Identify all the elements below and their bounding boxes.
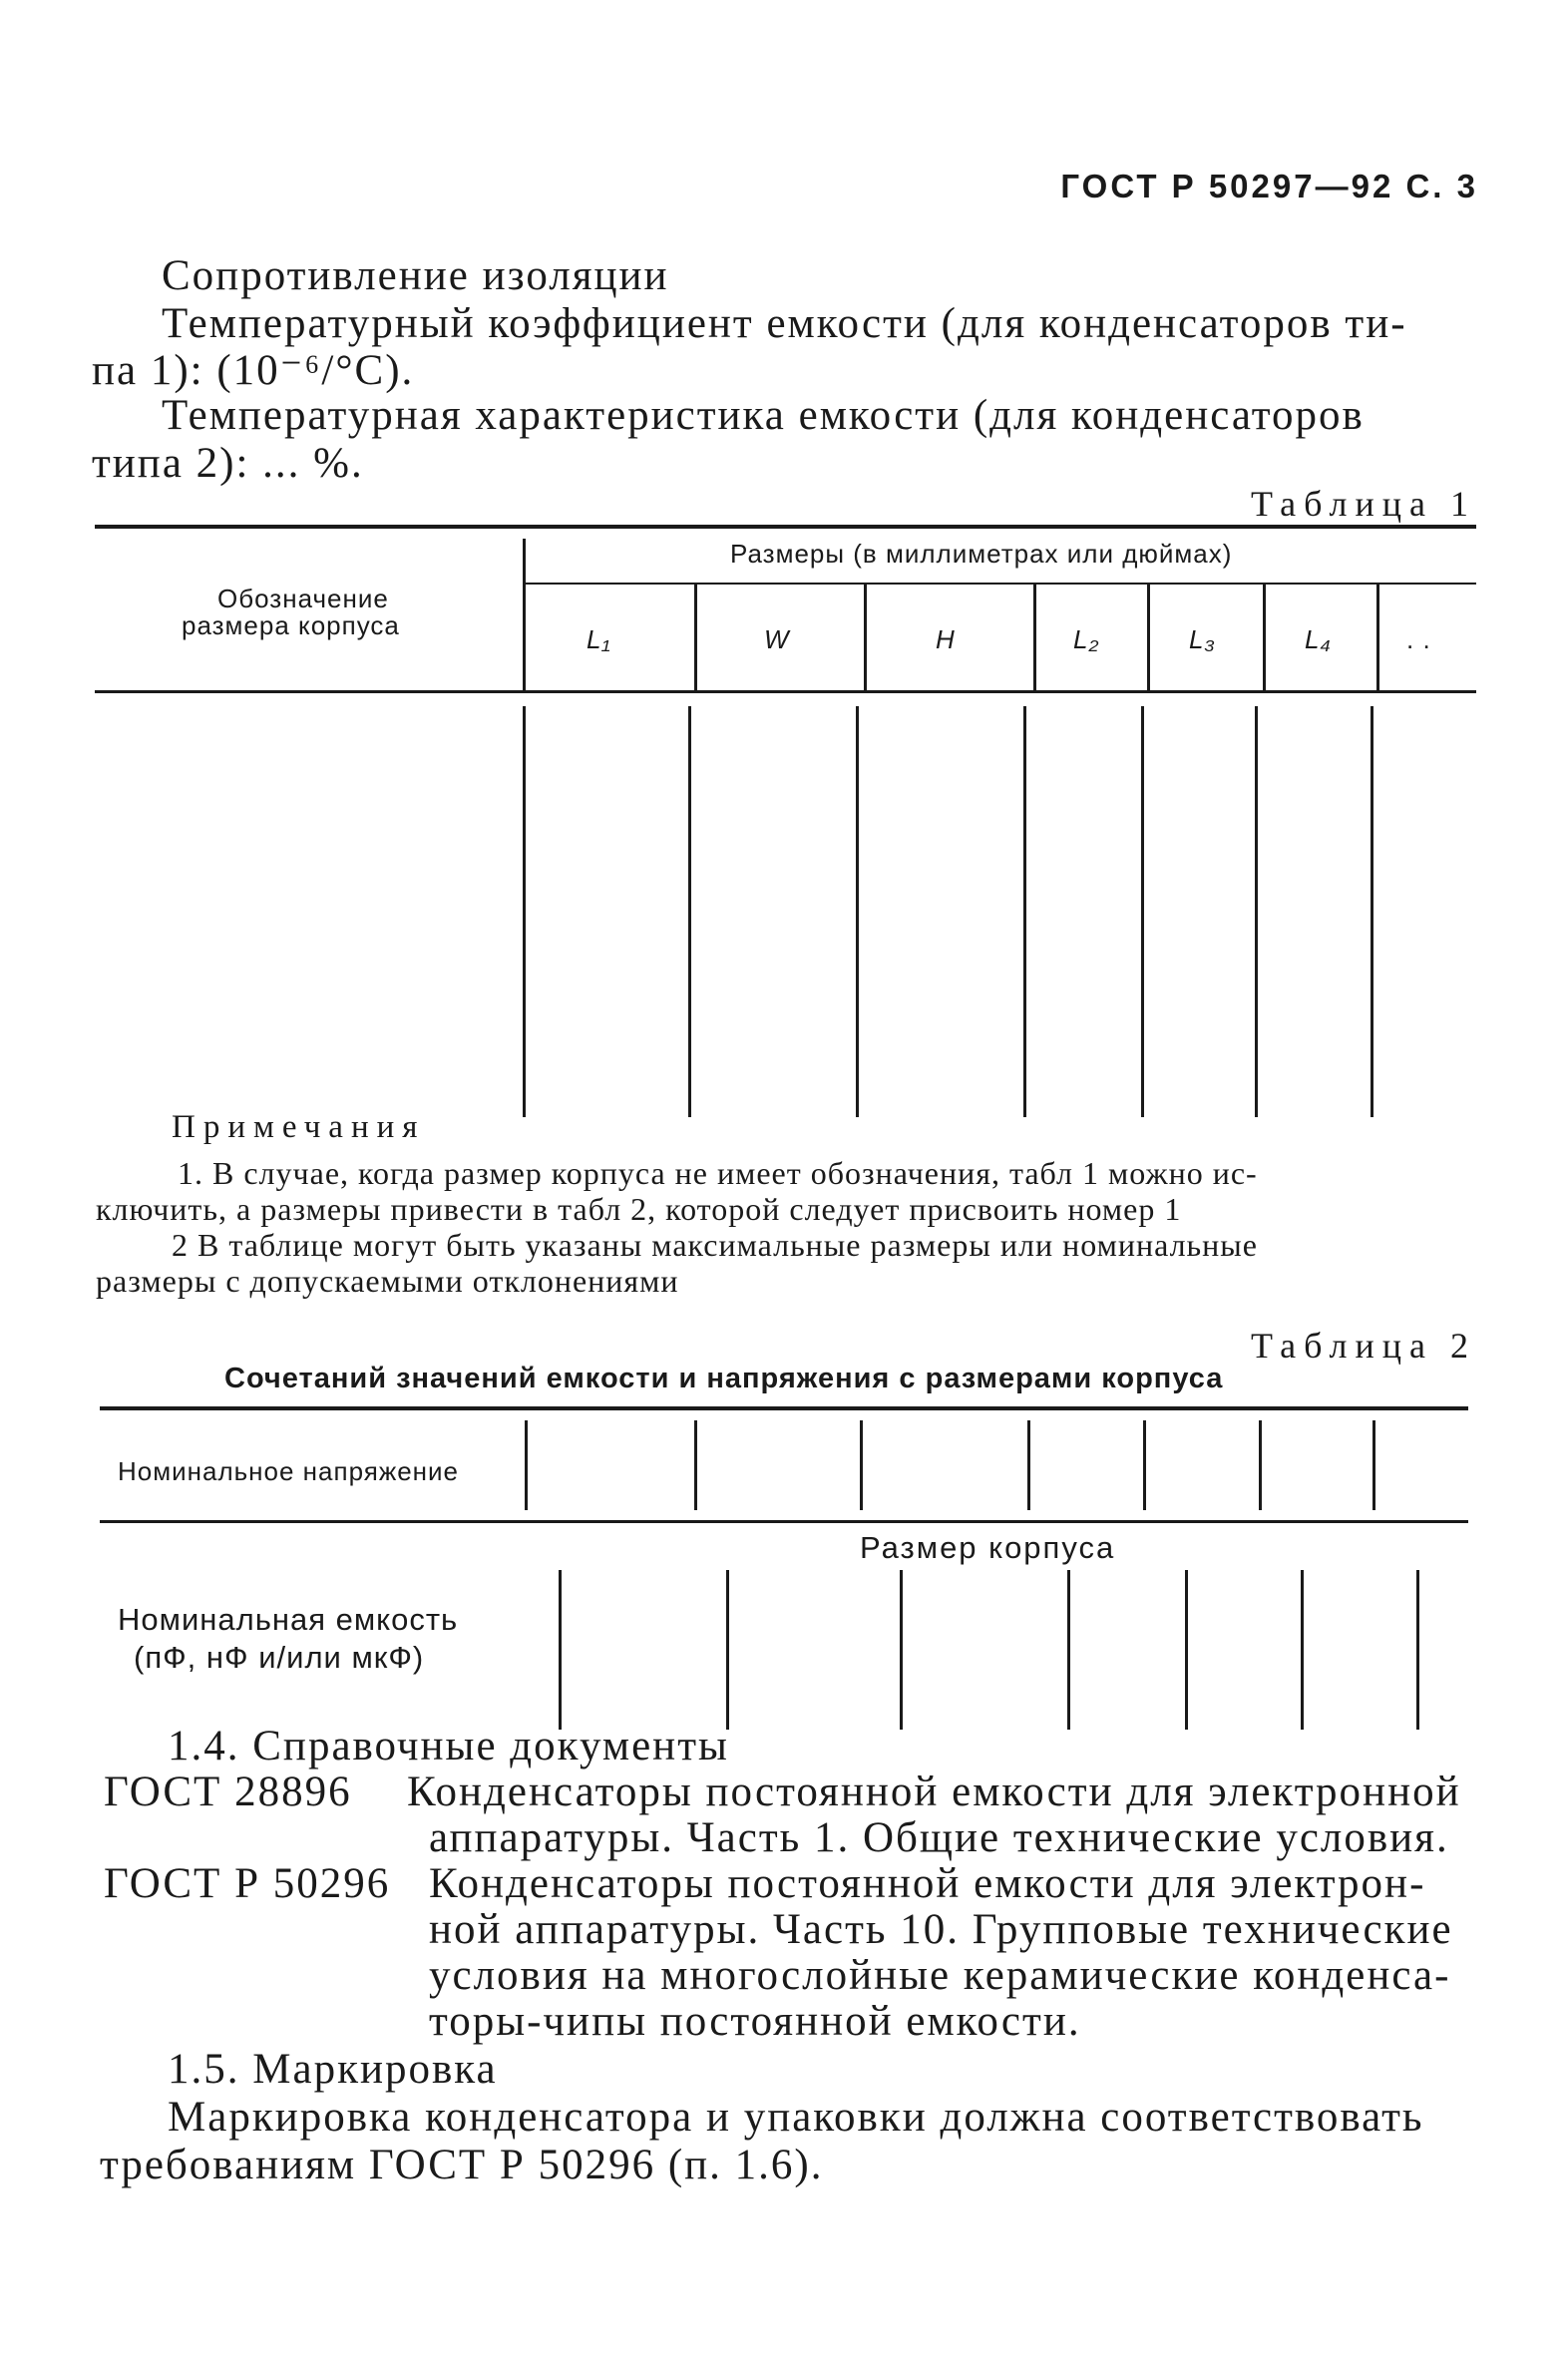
table2-top-rule xyxy=(100,1406,1468,1410)
table1-group-rule xyxy=(525,583,1476,585)
table2-capacitance-label-2: (пФ, нФ и/или мкФ) xyxy=(134,1640,425,1675)
note-2-line-1: 2 В таблице могут быть указаны максимальные размеры или номинальные xyxy=(172,1227,1258,1263)
table1-body-divider xyxy=(1371,706,1373,1117)
marking-line-1: Маркировка конденсатора и упаковки должна соответствовать xyxy=(168,2094,1424,2141)
table2-capacitance-label-1: Номинальная емкость xyxy=(118,1602,459,1637)
table1-row-header-1: Обозначение xyxy=(217,584,389,613)
table1-header-divider xyxy=(1147,585,1150,690)
table2-size-divider xyxy=(1067,1570,1070,1730)
table2-title: Сочетаний значений емкости и напряжения с размерами корпуса xyxy=(224,1363,1224,1394)
table2-voltage-divider xyxy=(694,1420,697,1510)
table2-size-divider xyxy=(726,1570,729,1730)
table1-body-divider xyxy=(1141,706,1144,1117)
table2-size-divider xyxy=(1301,1570,1304,1730)
table1-body-divider xyxy=(523,706,526,1117)
table2-mid-rule xyxy=(100,1520,1468,1523)
table2-size-label: Размер корпуса xyxy=(860,1530,1116,1565)
table1-body-divider xyxy=(1255,706,1258,1117)
table1-row-header-2: размера корпуса xyxy=(182,610,400,640)
temp-coefficient-line-2: па 1): (10⁻⁶/°С). xyxy=(92,347,415,394)
notes-title: Примечания xyxy=(172,1109,426,1145)
table1-col-l4: L₄ xyxy=(1305,624,1332,654)
table2-voltage-divider xyxy=(1259,1420,1262,1510)
temp-characteristic-line-2: типа 2): ... %. xyxy=(92,440,364,487)
note-1-line-1: 1. В случае, когда размер корпуса не имеет обозначения, табл 1 можно ис- xyxy=(178,1155,1258,1191)
table2-caption: Таблица 2 xyxy=(1251,1326,1476,1366)
table2-size-divider xyxy=(900,1570,903,1730)
ref-2-line-2: ной аппаратуры. Часть 10. Групповые технические xyxy=(429,1906,1453,1953)
ref-1-line-1: Конденсаторы постоянной емкости для электронной xyxy=(407,1768,1461,1815)
table2-voltage-divider xyxy=(1027,1420,1030,1510)
note-2-line-2: размеры с допускаемыми отклонениями xyxy=(96,1263,679,1299)
table2-voltage-divider xyxy=(1372,1420,1375,1510)
table1-header-rule xyxy=(95,690,1476,693)
table2-voltage-divider xyxy=(860,1420,863,1510)
ref-2-line-1: Конденсаторы постоянной емкости для электрон- xyxy=(429,1860,1426,1907)
temp-coefficient-line-1: Температурный коэффициент емкости (для конденсаторов ти- xyxy=(162,300,1407,347)
table1-header-divider xyxy=(1376,585,1379,690)
ref-1-code: ГОСТ 28896 xyxy=(104,1768,352,1815)
table1-body-divider xyxy=(688,706,691,1117)
table2-voltage-divider xyxy=(525,1420,528,1510)
table1-header-divider xyxy=(523,539,526,690)
table1-col-l3: L₃ xyxy=(1189,624,1216,654)
table1-col-more: . . xyxy=(1406,624,1431,654)
note-1-line-2: ключить, а размеры привести в табл 2, которой следует присвоить номер 1 xyxy=(96,1191,1182,1227)
table1-group-header: Размеры (в миллиметрах или дюймах) xyxy=(730,539,1233,569)
table2-size-divider xyxy=(559,1570,562,1730)
temp-characteristic-line-1: Температурная характеристика емкости (для конденсаторов xyxy=(162,392,1365,439)
table1-col-l1: L₁ xyxy=(587,624,611,654)
table1-header-divider xyxy=(864,585,867,690)
table1-body-divider xyxy=(856,706,859,1117)
table2-voltage-label: Номинальное напряжение xyxy=(118,1456,460,1486)
insulation-resistance-line: Сопротивление изоляции xyxy=(162,252,669,299)
document-header: ГОСТ Р 50297—92 С. 3 xyxy=(1060,168,1478,204)
table1-caption: Таблица 1 xyxy=(1251,484,1476,524)
section-1-5-heading: 1.5. Маркировка xyxy=(168,2046,498,2093)
table2-size-divider xyxy=(1416,1570,1419,1730)
ref-2-line-4: торы-чипы постоянной емкости. xyxy=(429,1998,1081,2045)
table1-header-divider xyxy=(1263,585,1266,690)
table2-size-divider xyxy=(1185,1570,1188,1730)
ref-1-line-2: аппаратуры. Часть 1. Общие технические условия. xyxy=(429,1814,1449,1861)
section-1-4-heading: 1.4. Справочные документы xyxy=(168,1723,729,1769)
table1-col-w: W xyxy=(764,624,790,654)
marking-line-2: требованиям ГОСТ Р 50296 (п. 1.6). xyxy=(100,2142,824,2188)
table1-header-divider xyxy=(694,585,697,690)
table1-top-rule xyxy=(95,525,1476,529)
table1-col-l2: L₂ xyxy=(1073,624,1100,654)
ref-2-line-3: условия на многослойные керамические конденса- xyxy=(429,1952,1451,1999)
table1-col-h: H xyxy=(936,624,956,654)
ref-2-code: ГОСТ Р 50296 xyxy=(104,1860,391,1907)
table1-body-divider xyxy=(1023,706,1026,1117)
table1-header-divider xyxy=(1033,585,1036,690)
table2-voltage-divider xyxy=(1143,1420,1146,1510)
